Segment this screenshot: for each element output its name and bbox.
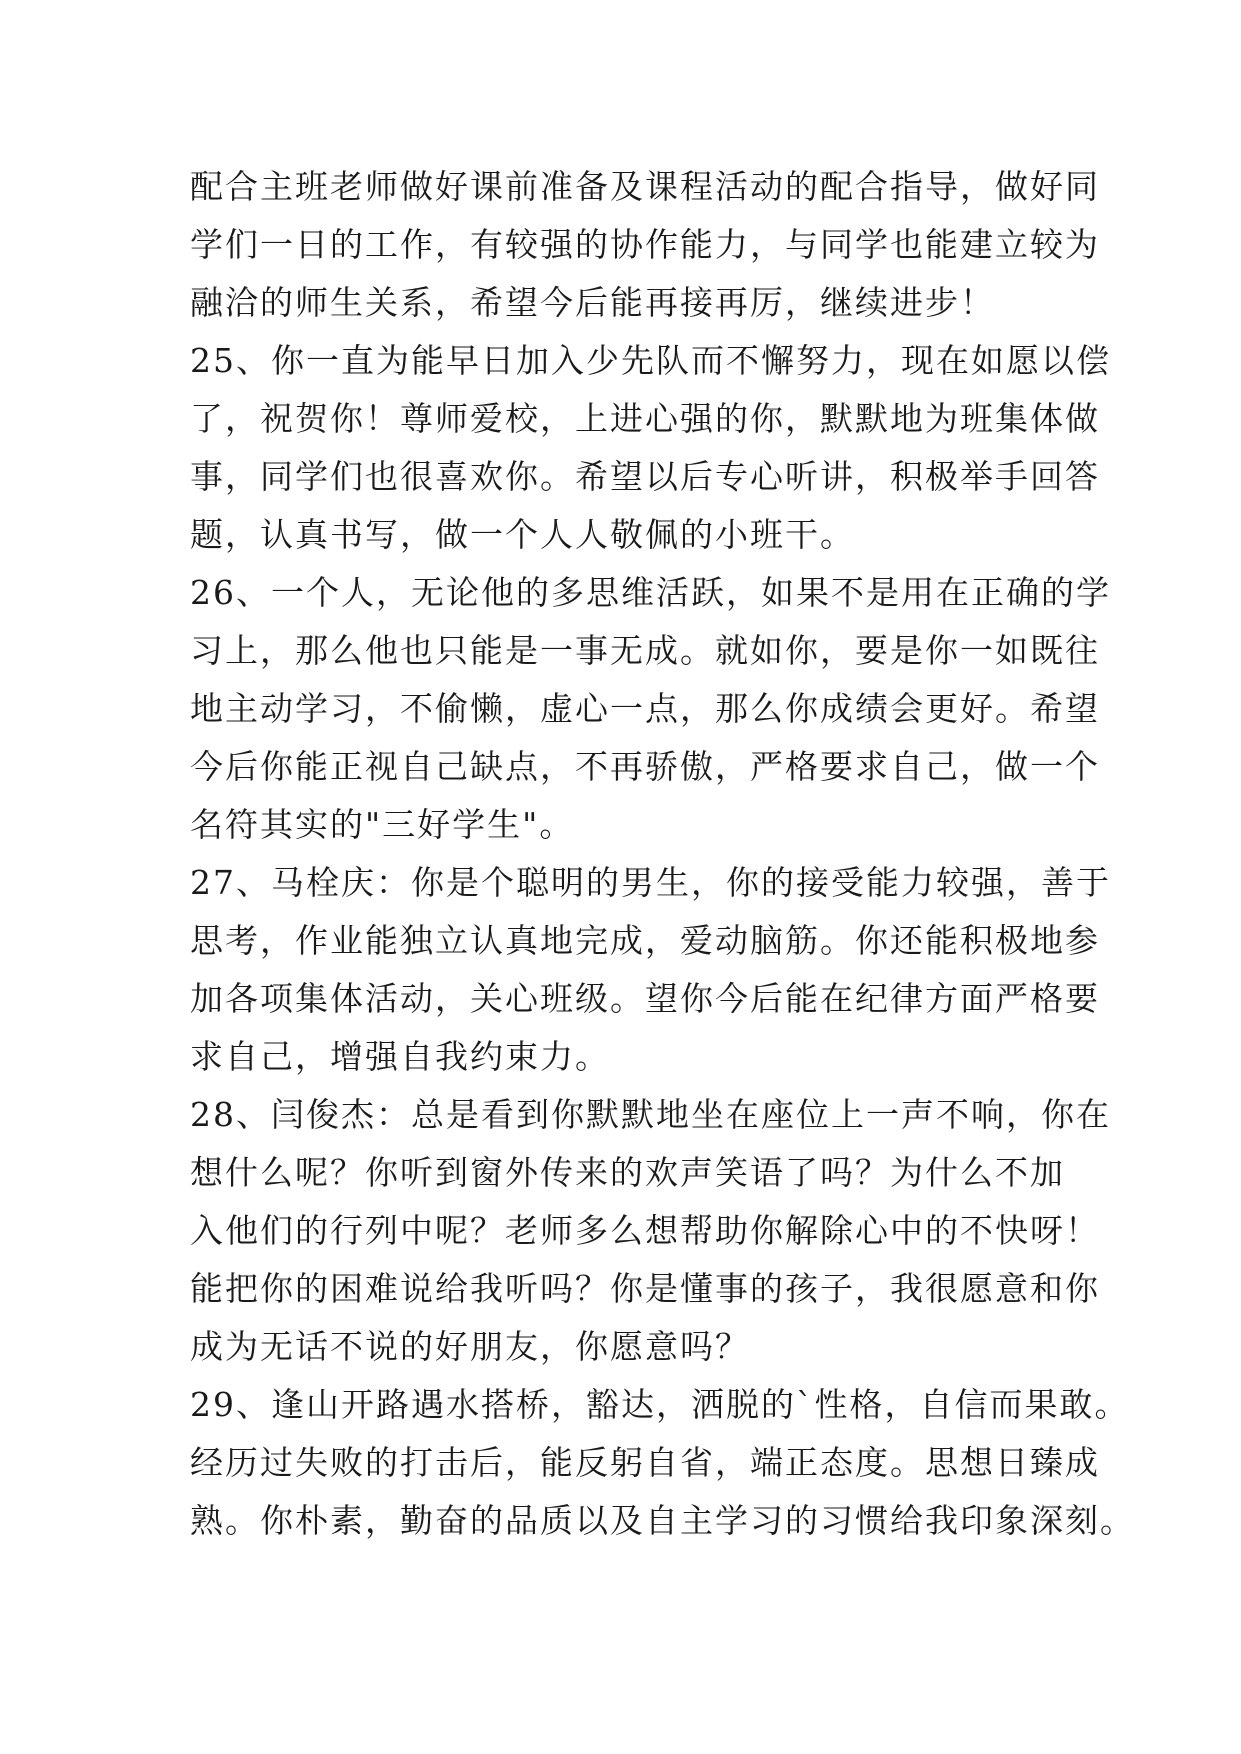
text-line: 想什么呢？你听到窗外传来的欢声笑语了吗？为什么不加 — [190, 1153, 1065, 1192]
text-line: 经历过失败的打击后，能反躬自省，端正态度。思想日臻成 — [190, 1443, 1100, 1482]
text-line: 地主动学习，不偷懒，虚心一点，那么你成绩会更好。希望 — [190, 689, 1100, 728]
text-line: 熟。你朴素，勤奋的品质以及自主学习的习惯给我印象深刻。 — [190, 1501, 1135, 1540]
text-line: 入他们的行列中呢？老师多么想帮助你解除心中的不快呀！ — [190, 1211, 1100, 1250]
text-line: 了，祝贺你！尊师爱校，上进心强的你，默默地为班集体做 — [190, 399, 1100, 438]
text-line: 求自己，增强自我约束力。 — [190, 1037, 610, 1076]
text-line: 29、逢山开路遇水搭桥，豁达，洒脱的`性格，自信而果敢。 — [190, 1385, 1130, 1424]
text-line: 能把你的困难说给我听吗？你是懂事的孩子，我很愿意和你 — [190, 1269, 1100, 1308]
text-line: 27、马栓庆：你是个聪明的男生，你的接受能力较强，善于 — [190, 863, 1111, 902]
text-line: 今后你能正视自己缺点，不再骄傲，严格要求自己，做一个 — [190, 747, 1100, 786]
text-line: 事，同学们也很喜欢你。希望以后专心听讲，积极举手回答 — [190, 457, 1100, 496]
document-body — [190, 158, 1135, 1550]
text-line: 配合主班老师做好课前准备及课程活动的配合指导，做好同 — [190, 167, 1100, 206]
text-line: 28、闫俊杰：总是看到你默默地坐在座位上一声不响，你在 — [190, 1095, 1111, 1134]
text-line: 25、你一直为能早日加入少先队而不懈努力，现在如愿以偿 — [190, 341, 1111, 380]
text-line: 习上，那么他也只能是一事无成。就如你，要是你一如既往 — [190, 631, 1100, 670]
text-line: 名符其实的"三好学生"。 — [190, 805, 575, 844]
text-line: 成为无话不说的好朋友，你愿意吗？ — [190, 1327, 750, 1366]
text-line: 思考，作业能独立认真地完成，爱动脑筋。你还能积极地参 — [190, 921, 1100, 960]
text-line: 融洽的师生关系，希望今后能再接再厉，继续进步！ — [190, 283, 995, 322]
text-line: 题，认真书写，做一个人人敬佩的小班干。 — [190, 515, 855, 554]
text-line: 学们一日的工作，有较强的协作能力，与同学也能建立较为 — [190, 225, 1100, 264]
text-line: 26、一个人，无论他的多思维活跃，如果不是用在正确的学 — [190, 573, 1111, 612]
text-line: 加各项集体活动，关心班级。望你今后能在纪律方面严格要 — [190, 979, 1100, 1018]
